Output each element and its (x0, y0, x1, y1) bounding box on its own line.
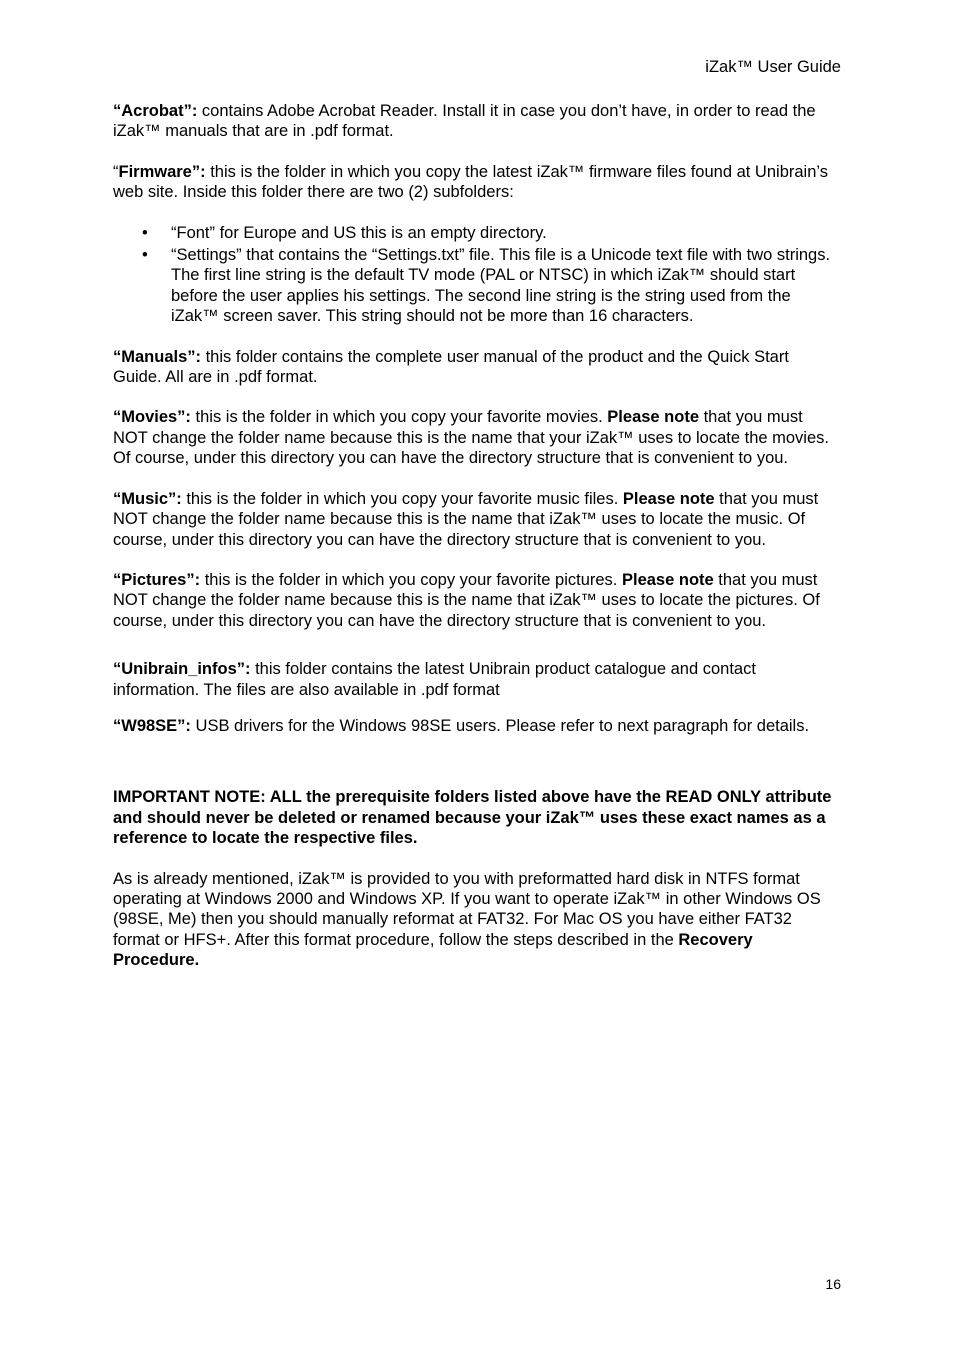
paragraph-manuals (113, 347, 841, 388)
open-quote: “ (113, 162, 119, 181)
paragraph-acrobat (113, 101, 841, 142)
paragraph-text: this is the folder in which you copy your favorite pictures. (200, 570, 622, 589)
paragraph-closing (113, 869, 841, 971)
folder-label-unibrain-infos: “Unibrain_infos”: (113, 660, 251, 679)
paragraph-text: contains Adobe Acrobat Reader. Install it in case you don’t have, in order to read the iZak™ manuals that are in .pdf format. (113, 102, 816, 141)
paragraph-movies (113, 407, 841, 468)
paragraph-text: that you must NOT change the folder name because this is the name that your iZak™ uses to locate the movies. Of course, under this directory you can have the directory structure that is convenient to you. (113, 408, 829, 468)
document-body (113, 101, 841, 991)
paragraph-text: this folder contains the latest Unibrain product catalogue and contact information. The files are also available in .pdf format (113, 660, 756, 699)
please-note: Please note (622, 489, 715, 508)
folder-label-pictures: “Pictures”: (113, 570, 201, 589)
paragraph-text: USB drivers for the Windows 98SE users. Please refer to next paragraph for details. (190, 716, 810, 735)
folder-label-firmware: Firmware”: (118, 162, 206, 181)
paragraph-text: As is already mentioned, iZak™ is provided to you with preformatted hard disk in NTFS format operating at Windows 2000 and Windows XP. If you want to operate iZak™ in other Windows OS (98SE, Me) then you should manually reformat at FAT32. For Mac OS you have either FAT32 format or HFS+. After this format procedure, follow the steps described in the (113, 869, 821, 949)
paragraph-text: this is the folder in which you copy your favorite movies. (190, 408, 608, 427)
paragraph-firmware (113, 162, 841, 203)
paragraph-text: that you must NOT change the folder name because this is the name that iZak™ uses to locate the music. Of course, under this directory you can have the directory structure that is convenient to you. (113, 489, 819, 549)
important-note: IMPORTANT NOTE: ALL the prerequisite folders listed above have the READ ONLY attribute and should never be deleted or renamed because your iZak™ uses these exact names as a reference to locate the respective files. (113, 788, 832, 848)
folder-label-music: “Music”: (113, 489, 182, 508)
please-note: Please note (607, 408, 700, 427)
please-note: Please note (621, 570, 714, 589)
recovery-procedure-ref: Recovery Procedure. (113, 930, 753, 970)
folder-label-manuals: “Manuals”: (113, 347, 202, 366)
paragraph-text: this is the folder in which you copy your favorite music files. (181, 489, 623, 508)
folder-label-movies: “Movies”: (113, 408, 191, 427)
subfolder-list (113, 223, 841, 327)
paragraph-text: this is the folder in which you copy the latest iZak™ firmware files found at Unibrain’s web site. Inside this folder there are two (2) subfolders: (113, 162, 829, 202)
list-item: • “Font” for Europe and US this is an empty directory. (113, 223, 841, 243)
paragraph-text: that you must NOT change the folder name because this is the name that iZak™ uses to locate the pictures. Of course, under this directory you can have the directory structure that is convenient to you. (113, 570, 820, 630)
paragraph-w98se (113, 716, 841, 736)
folder-label-w98se: “W98SE”: (113, 716, 191, 735)
folder-label-acrobat: “Acrobat”: (113, 102, 198, 120)
paragraph-text: this folder contains the complete user manual of the product and the Quick Start Guide. All are in .pdf format. (113, 347, 789, 387)
paragraph-music (113, 489, 841, 550)
paragraph-unibrain-infos (113, 659, 841, 700)
list-item: • “Settings” that contains the “Settings.txt” file. This file is a Unicode text file with two strings. The first line string is the default TV mode (PAL or NTSC) in which iZak™ should start before the user applies his settings. The second line string is the string used from the iZak™ screen saver. This string should not be more than 16 characters. (113, 245, 841, 327)
page-header: iZak™ User Guide (705, 58, 841, 76)
paragraph-pictures (113, 570, 841, 631)
page-number: 16 (825, 1276, 841, 1292)
